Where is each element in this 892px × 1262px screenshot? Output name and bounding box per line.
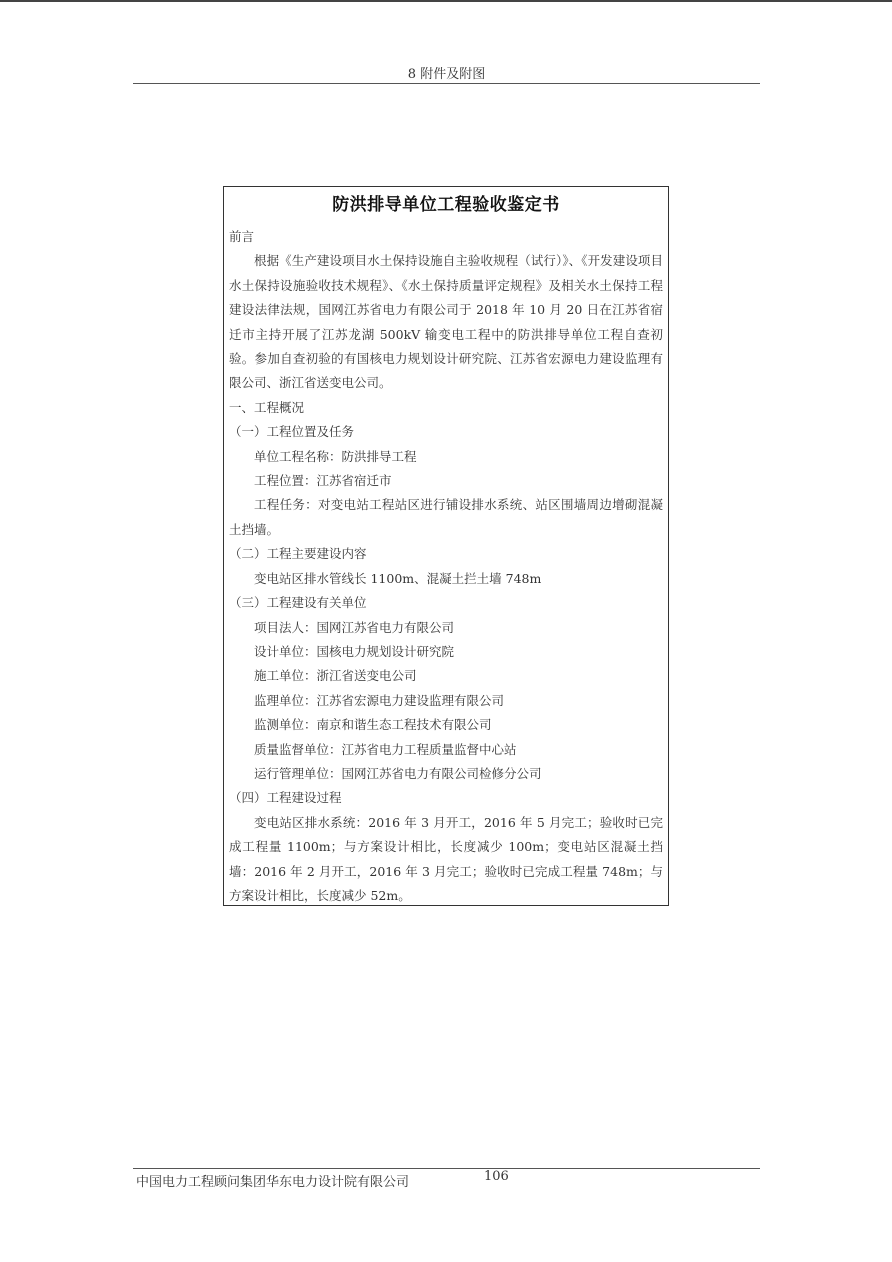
project-location: 工程位置：江苏省宿迁市: [254, 473, 392, 489]
org-quality-supervision-unit: 质量监督单位：江苏省电力工程质量监督中心站: [254, 741, 517, 757]
footer-company: 中国电力工程顾问集团华东电力设计院有限公司: [136, 1175, 410, 1190]
org-construction-unit: 施工单位：浙江省送变电公司: [254, 668, 417, 684]
org-design-unit: 设计单位：国核电力规划设计研究院: [254, 643, 455, 659]
section-1-1-heading: （一）工程位置及任务: [229, 424, 355, 440]
preface-paragraph: 根据《生产建设项目水土保持设施自主验收规程（试行）》、《开发建设项目水土保持设施验收技术规程》、《水土保持质量评定规程》及相关水土保持工程建设法律法规，国网江苏省电力有限公司于 2018 年 10 月 20 日在江苏省宿迁市主持开展了江苏龙湖 500kV 输变电工程中的防洪排导单位工程自查初验。参加自查初验的有国核电力规划设计研究院、江苏省宏源电力建设监理有限公司、浙江省送变电公司。: [229, 253, 663, 391]
page-number: 106: [484, 1169, 509, 1184]
footer-divider: [133, 1168, 760, 1169]
page-header-title: 8 附件及附图: [407, 67, 486, 82]
section-1-heading: 一、工程概况: [229, 399, 305, 415]
org-operation-management-unit: 运行管理单位：国网江苏省电力有限公司检修分公司: [254, 765, 542, 781]
org-supervision-unit: 监理单位：江苏省宏源电力建设监理有限公司: [254, 692, 505, 708]
top-border-line: [0, 0, 892, 2]
construction-process-paragraph: 变电站区排水系统：2016 年 3 月开工，2016 年 5 月完工；验收时已完成工程量 1100m；与方案设计相比，长度减少 100m；变电站区混凝土挡墙：2016 年 2 月开工，2016 年 3 月完工；验收时已完成工程量 748m；与方案设计相比，长度减少 52m。: [229, 814, 663, 903]
preface-label: 前言: [229, 229, 255, 244]
header-divider: [133, 83, 760, 84]
appraisal-document-box: [223, 186, 669, 906]
section-1-4-heading: （四）工程建设过程: [229, 790, 342, 806]
org-monitoring-unit: 监测单位：南京和谐生态工程技术有限公司: [254, 717, 492, 733]
document-title: 防洪排导单位工程验收鉴定书: [332, 195, 560, 215]
org-project-owner: 项目法人：国网江苏省电力有限公司: [254, 619, 455, 635]
unit-project-name: 单位工程名称：防洪排导工程: [254, 448, 417, 464]
main-construction-content: 变电站区排水管线长 1100m、混凝土拦土墙 748m: [254, 570, 542, 586]
project-task: 工程任务：对变电站工程站区进行铺设排水系统、站区围墙周边增砌混凝土挡墙。: [229, 497, 663, 537]
section-1-3-heading: （三）工程建设有关单位: [229, 595, 367, 611]
section-1-2-heading: （二）工程主要建设内容: [229, 546, 367, 562]
